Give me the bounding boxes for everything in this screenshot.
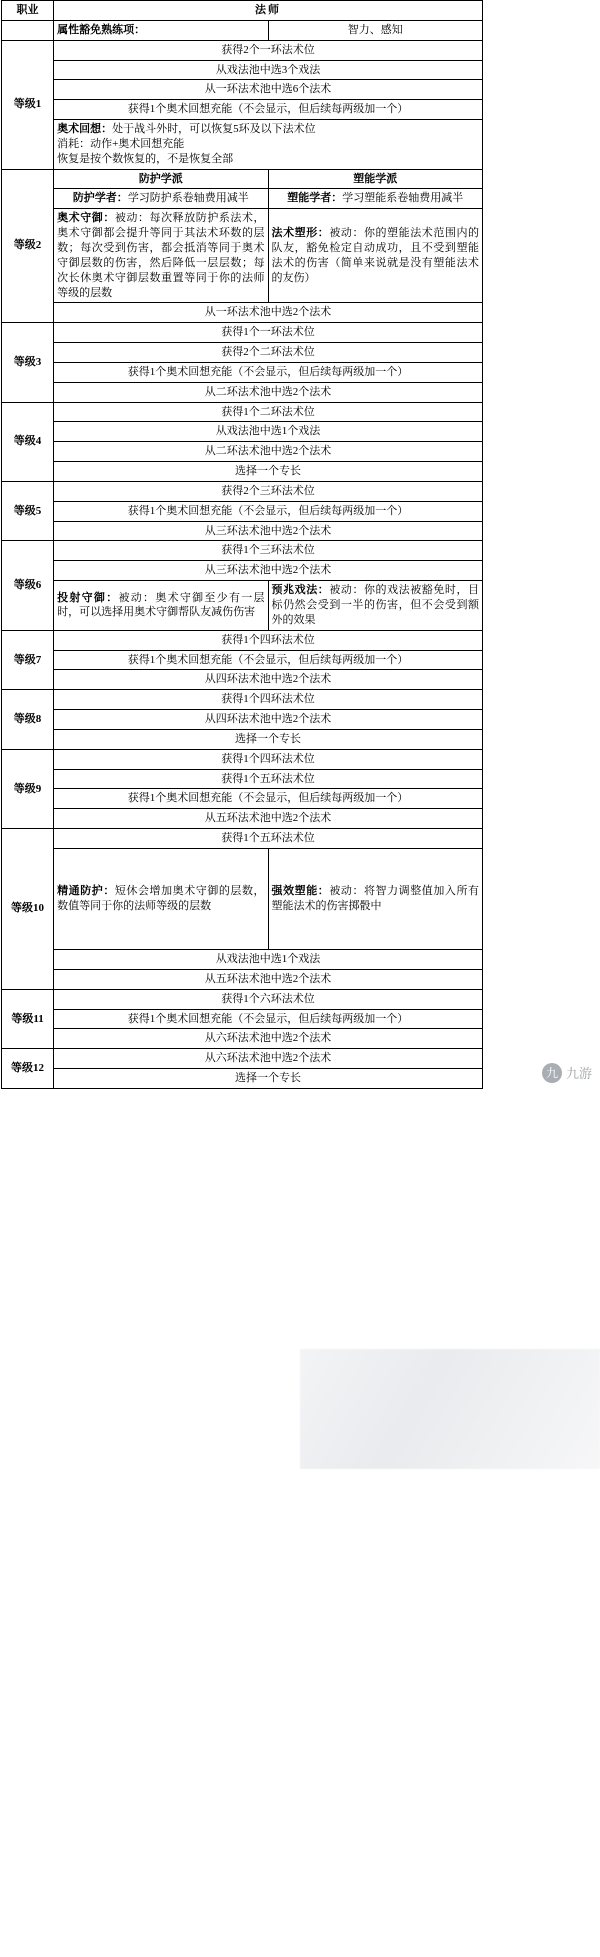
level-line: 从五环法术池中选2个法术 (54, 809, 483, 829)
table-row (2, 40, 483, 60)
watermark-badge-icon: 九 (542, 1063, 562, 1083)
table-row (2, 382, 483, 402)
level-line: 从二环法术池中选2个法术 (54, 382, 483, 402)
level-label: 等级10 (2, 829, 54, 990)
school-name-evocation: 塑能学派 (268, 169, 482, 189)
level-label: 等级9 (2, 749, 54, 828)
table-row (2, 969, 483, 989)
attr-empty-cell (2, 20, 54, 40)
level-line: 获得1个奥术回想充能（不会显示，但后续每两级加一个） (54, 789, 483, 809)
school-name-abjuration: 防护学派 (54, 169, 268, 189)
table-row (2, 402, 483, 422)
table-row (2, 1029, 483, 1049)
table-row (2, 343, 483, 363)
level-line: 从戏法池中选1个戏法 (54, 422, 483, 442)
level-line: 选择一个专长 (54, 1069, 483, 1089)
level-line: 从戏法池中选3个戏法 (54, 60, 483, 80)
table-row (2, 949, 483, 969)
feature-text: 短休会增加奥术守御的层数，数值等同于你的法师等级的层数 (57, 885, 265, 912)
school-feature-projected-ward (54, 581, 268, 631)
level-line: 获得1个一环法术位 (54, 323, 483, 343)
level-line: 获得1个奥术回想充能（不会显示，但后续每两级加一个） (54, 1009, 483, 1029)
table-row (2, 189, 483, 209)
feature-title: 投射守御： (57, 591, 119, 604)
feature-title: 法术塑形： (271, 227, 330, 240)
table-row (2, 521, 483, 541)
table-row (2, 848, 483, 949)
table-row (2, 809, 483, 829)
level-line: 获得1个四环法术位 (54, 749, 483, 769)
level-label: 等级2 (2, 169, 54, 323)
level-line: 获得1个奥术回想充能（不会显示，但后续每两级加一个） (54, 362, 483, 382)
table-row (2, 541, 483, 561)
school-feature-potent-cantrip (268, 581, 482, 631)
level-line: 获得1个奥术回想充能（不会显示，但后续每两级加一个） (54, 501, 483, 521)
level-line: 选择一个专长 (54, 462, 483, 482)
school-sub-abjuration (54, 189, 268, 209)
mage-table (1, 0, 483, 1089)
feature-text: 被动：你的戏法被豁免时，目标仍然会受到一半的伤害，但不会受到额外的效果 (271, 584, 480, 626)
table-row (2, 169, 483, 189)
level-line: 获得1个二环法术位 (54, 402, 483, 422)
school-sub-evocation (268, 189, 482, 209)
level-line: 获得2个二环法术位 (54, 343, 483, 363)
school-sub-title: 塑能学者： (287, 192, 343, 205)
table-row (2, 749, 483, 769)
level-line: 获得1个四环法术位 (54, 630, 483, 650)
table-row (2, 690, 483, 710)
level-line: 从五环法术池中选2个法术 (54, 969, 483, 989)
table-header-row (2, 1, 483, 21)
table-row (2, 789, 483, 809)
table-row (2, 630, 483, 650)
table-row (2, 120, 483, 170)
school-feature-sculpt-spells (268, 209, 482, 303)
table-row (2, 60, 483, 80)
attr-label: 属性豁免熟练项： (54, 20, 268, 40)
table-row (2, 422, 483, 442)
level-label: 等级3 (2, 323, 54, 402)
level-line: 获得1个奥术回想充能（不会显示，但后续每两级加一个） (54, 650, 483, 670)
level-line: 从一环法术池中选2个法术 (54, 303, 483, 323)
table-row (2, 481, 483, 501)
school-sub-text: 学习塑能系卷轴费用减半 (342, 192, 464, 205)
level-line: 获得1个五环法术位 (54, 769, 483, 789)
level-line: 获得1个奥术回想充能（不会显示，但后续每两级加一个） (54, 100, 483, 120)
arcane-recovery-line2: 消耗：动作+奥术回想充能 (57, 137, 185, 150)
level-label: 等级8 (2, 690, 54, 750)
level-label: 等级6 (2, 541, 54, 630)
level-label: 等级1 (2, 40, 54, 169)
level-line: 从二环法术池中选2个法术 (54, 442, 483, 462)
level-line: 从六环法术池中选2个法术 (54, 1029, 483, 1049)
table-row (2, 989, 483, 1009)
table-row (2, 769, 483, 789)
level-label: 等级12 (2, 1049, 54, 1089)
feature-text: 被动：每次释放防护系法术，奥术守御都会提升等同于其法术环数的层数；每次受到伤害，都会抵消等同于奥术守御层数的伤害，然后降低一层层数；每次长休奥术守御层数重置等同于你的法师等级的层数 (57, 212, 265, 299)
school-feature-arcane-ward (54, 209, 268, 303)
feature-title: 奥术守御： (57, 212, 115, 225)
level-line: 获得1个五环法术位 (54, 829, 483, 849)
table-row (2, 323, 483, 343)
class-name: 法师 (54, 1, 483, 21)
arcane-recovery-text: 处于战斗外时，可以恢复5环及以下法术位 (112, 123, 316, 136)
level-label: 等级4 (2, 402, 54, 481)
level-line: 从六环法术池中选2个法术 (54, 1049, 483, 1069)
level-line: 获得1个四环法术位 (54, 690, 483, 710)
level-line: 从四环法术池中选2个法术 (54, 710, 483, 730)
watermark (542, 1063, 592, 1083)
table-row (2, 303, 483, 323)
table-row (2, 362, 483, 382)
table-row (2, 650, 483, 670)
table-row (2, 442, 483, 462)
attr-row (2, 20, 483, 40)
table-row (2, 829, 483, 849)
level-label: 等级7 (2, 630, 54, 690)
table-row (2, 209, 483, 303)
level-line: 从三环法术池中选2个法术 (54, 561, 483, 581)
arcane-recovery-line3: 恢复是按个数恢复的，不是恢复全部 (57, 152, 234, 165)
feature-text: 被动：将智力调整值加入所有塑能法术的伤害掷骰中 (271, 885, 480, 912)
school-sub-title: 防护学者： (72, 192, 128, 205)
profession-label: 职业 (2, 1, 54, 21)
feature-title: 强效塑能： (271, 885, 330, 898)
table-row (2, 501, 483, 521)
table-row (2, 729, 483, 749)
level-line: 从一环法术池中选6个法术 (54, 80, 483, 100)
level-line: 获得1个六环法术位 (54, 989, 483, 1009)
level-line: 获得2个三环法术位 (54, 481, 483, 501)
arcane-recovery-block (54, 120, 483, 170)
attr-value: 智力、感知 (268, 20, 482, 40)
school-feature-improved-abjuration (54, 848, 268, 949)
table-row (2, 80, 483, 100)
table-row (2, 670, 483, 690)
table-row (2, 710, 483, 730)
level-line: 选择一个专长 (54, 729, 483, 749)
level-line: 从四环法术池中选2个法术 (54, 670, 483, 690)
table-row (2, 1049, 483, 1069)
level-label: 等级11 (2, 989, 54, 1049)
feature-text: 被动：奥术守御至少有一层时，可以选择用奥术守御帮队友减伤伤害 (57, 591, 265, 619)
school-sub-text: 学习防护系卷轴费用减半 (127, 192, 249, 205)
level-line: 从戏法池中选1个戏法 (54, 949, 483, 969)
table-row (2, 1069, 483, 1089)
level-line: 获得1个三环法术位 (54, 541, 483, 561)
watermark-text: 九游 (565, 1066, 592, 1082)
feature-title: 预兆戏法： (271, 584, 330, 597)
feature-title: 精通防护： (57, 885, 115, 898)
level-label: 等级5 (2, 481, 54, 541)
table-row (2, 462, 483, 482)
blurred-overlay-region (300, 1349, 600, 1469)
table-row (2, 1009, 483, 1029)
level-line: 从三环法术池中选2个法术 (54, 521, 483, 541)
table-row (2, 100, 483, 120)
arcane-recovery-title: 奥术回想： (57, 123, 113, 136)
feature-text: 被动：你的塑能法术范围内的队友，豁免检定自动成功，且不受到塑能法术的伤害（简单来说就是没有塑能法术的友伤） (271, 227, 480, 284)
table-row (2, 581, 483, 631)
table-row (2, 561, 483, 581)
school-feature-empowered-evocation (268, 848, 482, 949)
level-line: 获得2个一环法术位 (54, 40, 483, 60)
